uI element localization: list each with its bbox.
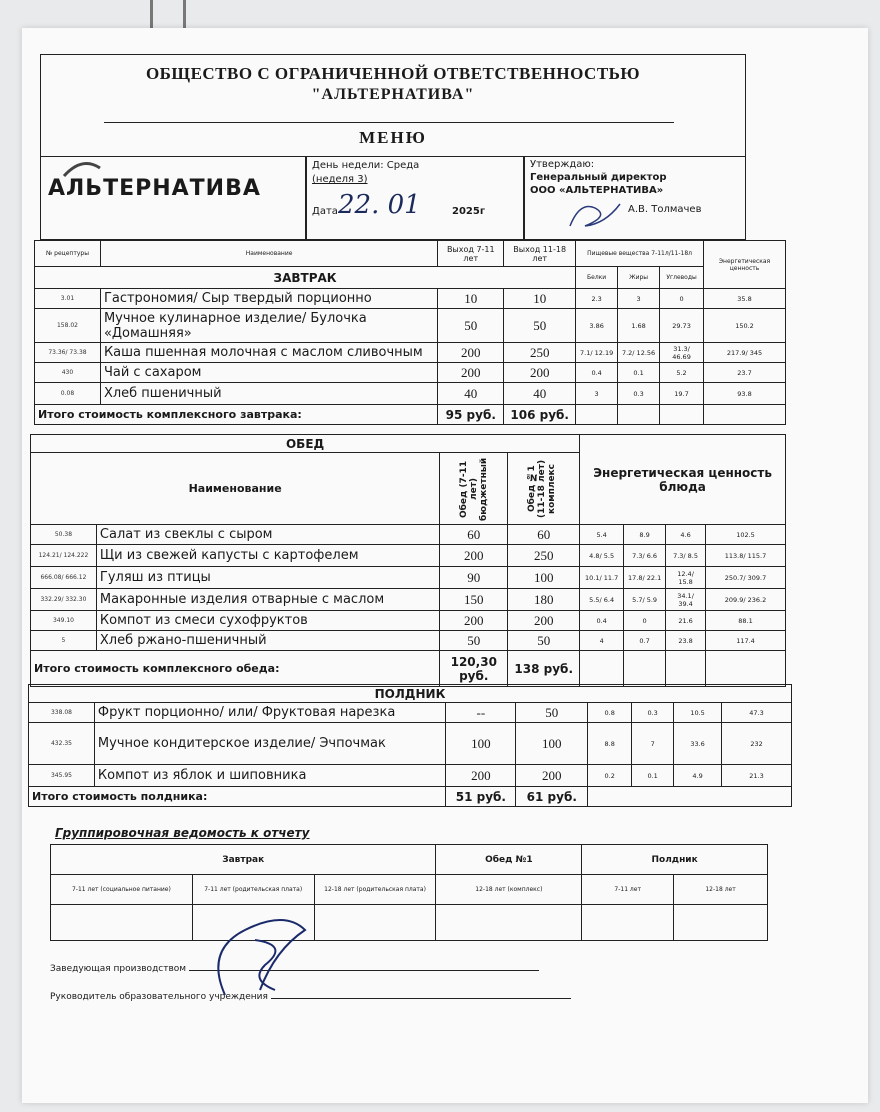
energy: 23.7 [704, 363, 786, 383]
table-row [35, 383, 786, 405]
recipe-code: 158.02 [35, 309, 101, 343]
col-lunch-name: Наименование [31, 453, 440, 525]
org-name-line1: ОБЩЕСТВО С ОГРАНИЧЕННОЙ ОТВЕТСТВЕННОСТЬЮ [145, 64, 641, 83]
protein: 3 [576, 383, 618, 405]
protein: 0.8 [588, 703, 632, 723]
portion-7-11: 10 [438, 289, 504, 309]
fat: 7.3/ 6.6 [624, 545, 666, 567]
recipe-code: 3.01 [35, 289, 101, 309]
energy: 47.3 [722, 703, 792, 723]
protein: 0.2 [588, 765, 632, 787]
portion-7-11: 100 [446, 723, 516, 765]
fat: 0.3 [632, 703, 674, 723]
protein: 7.1/ 12.19 [576, 343, 618, 363]
dish-name: Гастрономия/ Сыр твердый порционно [100, 289, 437, 309]
protein: 5.4 [580, 525, 624, 545]
portion-7-11: 50 [438, 309, 504, 343]
portion-11-18: 50 [516, 703, 588, 723]
lunch-table [30, 434, 786, 687]
carbs: 21.6 [666, 611, 706, 631]
grouping-breakfast: Завтрак [51, 845, 436, 875]
breakfast-table [34, 240, 786, 425]
grouping-snack: Полдник [582, 845, 768, 875]
fat: 7.2/ 12.56 [618, 343, 660, 363]
portion-11-18: 50 [508, 631, 580, 651]
table-row [31, 525, 786, 545]
carbs: 10.5 [674, 703, 722, 723]
total-label: Итого стоимость комплексного обеда: [31, 651, 440, 687]
year: 2025г [452, 206, 486, 217]
recipe-code: 0.08 [35, 383, 101, 405]
col-nutrients: Пищевые вещества 7-11л/11-18л [576, 241, 704, 267]
total-11-18: 138 руб. [508, 651, 580, 687]
portion-7-11: 200 [438, 343, 504, 363]
col-fat: Жиры [618, 267, 660, 289]
production-manager-label: Заведующая производством [50, 964, 187, 974]
dish-name: Гуляш из птицы [96, 567, 439, 589]
table-row [35, 363, 786, 383]
carbs: 33.6 [674, 723, 722, 765]
energy: 209.9/ 236.2 [706, 589, 786, 611]
carbs: 4.6 [666, 525, 706, 545]
portion-11-18: 100 [516, 723, 588, 765]
protein: 0.4 [576, 363, 618, 383]
dish-name: Щи из свежей капусты с картофелем [96, 545, 439, 567]
recipe-code: 50.38 [31, 525, 97, 545]
fat: 8.9 [624, 525, 666, 545]
col-lunch-energy: Энергетическая ценность блюда [580, 435, 786, 525]
carbs: 19.7 [660, 383, 704, 405]
protein: 4 [580, 631, 624, 651]
fat: 5.7/ 5.9 [624, 589, 666, 611]
grouping-sub4: 12-18 лет (комплекс) [436, 875, 582, 905]
total-7-11: 95 руб. [438, 405, 504, 425]
portion-7-11: -- [446, 703, 516, 723]
snack-table [28, 684, 792, 807]
fat: 17.8/ 22.1 [624, 567, 666, 589]
portion-11-18: 60 [508, 525, 580, 545]
total-11-18: 106 руб. [504, 405, 576, 425]
lunch-title: ОБЕД [31, 435, 580, 453]
snack-title: ПОЛДНИК [29, 685, 792, 703]
protein: 2.3 [576, 289, 618, 309]
breakfast-title: ЗАВТРАК [35, 267, 576, 289]
approve-line3: ООО «АЛЬТЕРНАТИВА» [530, 185, 664, 196]
dish-name: Хлеб пшеничный [100, 383, 437, 405]
portion-7-11: 150 [440, 589, 508, 611]
carbs: 4.9 [674, 765, 722, 787]
dish-name: Компот из смеси сухофруктов [96, 611, 439, 631]
org-name-line2: "АЛЬТЕРНАТИВА" [311, 86, 475, 103]
recipe-code: 5 [31, 631, 97, 651]
portion-11-18: 10 [504, 289, 576, 309]
dish-name: Мучное кулинарное изделие/ Булочка «Домашняя» [100, 309, 437, 343]
week-label: (неделя 3) [312, 174, 368, 185]
carbs: 7.3/ 8.5 [666, 545, 706, 567]
portion-11-18: 50 [504, 309, 576, 343]
fat: 0.7 [624, 631, 666, 651]
col-out2: Выход 11-18 лет [504, 241, 576, 267]
recipe-code: 73.36/ 73.38 [35, 343, 101, 363]
day-label: День недели: Среда [312, 160, 420, 171]
table-row [31, 567, 786, 589]
col-protein: Белки [576, 267, 618, 289]
date-handwritten: 22. 01 [338, 190, 421, 220]
carbs: 34.1/ 39.4 [666, 589, 706, 611]
dish-name: Компот из яблок и шиповника [94, 765, 445, 787]
col-carbs: Углеводы [660, 267, 704, 289]
table-row [29, 723, 792, 765]
portion-11-18: 200 [504, 363, 576, 383]
head-of-institution-label: Руководитель образовательного учреждения [50, 992, 268, 1002]
fat: 3 [618, 289, 660, 309]
recipe-code: 430 [35, 363, 101, 383]
recipe-code: 124.21/ 124.222 [31, 545, 97, 567]
energy: 232 [722, 723, 792, 765]
col-energy: Энергетическая ценность [704, 241, 786, 289]
recipe-code: 666.08/ 666.12 [31, 567, 97, 589]
carbs: 5.2 [660, 363, 704, 383]
menu-title: МЕНЮ [359, 128, 427, 147]
grouping-sub1: 7-11 лет (социальное питание) [51, 875, 193, 905]
portion-11-18: 100 [508, 567, 580, 589]
fat: 0 [624, 611, 666, 631]
logo-text: АЛЬТЕРНАТИВА [48, 176, 261, 201]
recipe-code: 345.95 [29, 765, 95, 787]
portion-7-11: 200 [446, 765, 516, 787]
snack-total-row [29, 787, 792, 807]
protein: 0.4 [580, 611, 624, 631]
carbs: 0 [660, 289, 704, 309]
table-row [35, 343, 786, 363]
divider [104, 122, 674, 123]
energy: 217.9/ 345 [704, 343, 786, 363]
portion-11-18: 250 [508, 545, 580, 567]
breakfast-total-row [35, 405, 786, 425]
grouping-sub6: 12-18 лет [674, 875, 768, 905]
recipe-code: 332.29/ 332.30 [31, 589, 97, 611]
recipe-code: 338.08 [29, 703, 95, 723]
portion-11-18: 40 [504, 383, 576, 405]
protein: 4.8/ 5.5 [580, 545, 624, 567]
protein: 5.5/ 6.4 [580, 589, 624, 611]
recipe-code: 349.10 [31, 611, 97, 631]
energy: 113.8/ 115.7 [706, 545, 786, 567]
fat: 0.1 [618, 363, 660, 383]
fat: 1.68 [618, 309, 660, 343]
table-row [31, 589, 786, 611]
portion-7-11: 50 [440, 631, 508, 651]
total-7-11: 120,30 руб. [440, 651, 508, 687]
col-recipe: № рецептуры [35, 241, 101, 267]
date-label: Дата [312, 206, 338, 217]
fat: 7 [632, 723, 674, 765]
protein: 8.8 [588, 723, 632, 765]
dish-name: Чай с сахаром [100, 363, 437, 383]
dish-name: Хлеб ржано-пшеничный [96, 631, 439, 651]
portion-11-18: 180 [508, 589, 580, 611]
carbs: 31.3/ 46.69 [660, 343, 704, 363]
total-label: Итого стоимость полдника: [29, 787, 446, 807]
approve-line2: Генеральный директор [530, 172, 667, 183]
grouping-title: Группировочная ведомость к отчету [55, 826, 310, 840]
table-row [31, 611, 786, 631]
table-row [29, 703, 792, 723]
dish-name: Макаронные изделия отварные с маслом [96, 589, 439, 611]
grouping-sub2: 7-11 лет (родительская плата) [192, 875, 314, 905]
portion-7-11: 60 [440, 525, 508, 545]
col-name: Наименование [100, 241, 437, 267]
grouping-sub3: 12-18 лет (родительская плата) [314, 875, 436, 905]
grouping-sub5: 7-11 лет [582, 875, 674, 905]
table-row [35, 289, 786, 309]
handwritten-signature [205, 910, 315, 1015]
carbs: 12.4/ 15.8 [666, 567, 706, 589]
total-11-18: 61 руб. [516, 787, 588, 807]
energy: 35.8 [704, 289, 786, 309]
director-signature [565, 196, 625, 239]
recipe-code: 432.35 [29, 723, 95, 765]
portion-7-11: 200 [440, 545, 508, 567]
carbs: 23.8 [666, 631, 706, 651]
fat: 0.1 [632, 765, 674, 787]
energy: 88.1 [706, 611, 786, 631]
energy: 250.7/ 309.7 [706, 567, 786, 589]
portion-7-11: 40 [438, 383, 504, 405]
grouping-table [50, 844, 768, 941]
dish-name: Салат из свеклы с сыром [96, 525, 439, 545]
grouping-lunch: Обед №1 [436, 845, 582, 875]
protein: 3.86 [576, 309, 618, 343]
energy: 93.8 [704, 383, 786, 405]
total-label: Итого стоимость комплексного завтрака: [35, 405, 438, 425]
portion-11-18: 200 [516, 765, 588, 787]
dish-name: Фрукт порционно/ или/ Фруктовая нарезка [94, 703, 445, 723]
portion-11-18: 250 [504, 343, 576, 363]
energy: 102.5 [706, 525, 786, 545]
total-7-11: 51 руб. [446, 787, 516, 807]
col-out1: Выход 7-11 лет [438, 241, 504, 267]
table-row [31, 545, 786, 567]
protein: 10.1/ 11.7 [580, 567, 624, 589]
energy: 150.2 [704, 309, 786, 343]
table-row [29, 765, 792, 787]
dish-name: Каша пшенная молочная с маслом сливочным [100, 343, 437, 363]
portion-11-18: 200 [508, 611, 580, 631]
table-row [31, 631, 786, 651]
carbs: 29.73 [660, 309, 704, 343]
portion-7-11: 90 [440, 567, 508, 589]
fat: 0.3 [618, 383, 660, 405]
table-row [35, 309, 786, 343]
approve-line1: Утверждаю: [530, 159, 595, 170]
approve-name: А.В. Толмачев [628, 204, 702, 215]
col-lunch-a: Обед (7-11 лет) бюджетный [458, 456, 489, 521]
col-lunch-b: Обед №1 (11-18 лет) комплекс [526, 459, 557, 518]
portion-7-11: 200 [438, 363, 504, 383]
dish-name: Мучное кондитерское изделие/ Эчпочмак [94, 723, 445, 765]
lunch-total-row [31, 651, 786, 687]
energy: 117.4 [706, 631, 786, 651]
portion-7-11: 200 [440, 611, 508, 631]
energy: 21.3 [722, 765, 792, 787]
